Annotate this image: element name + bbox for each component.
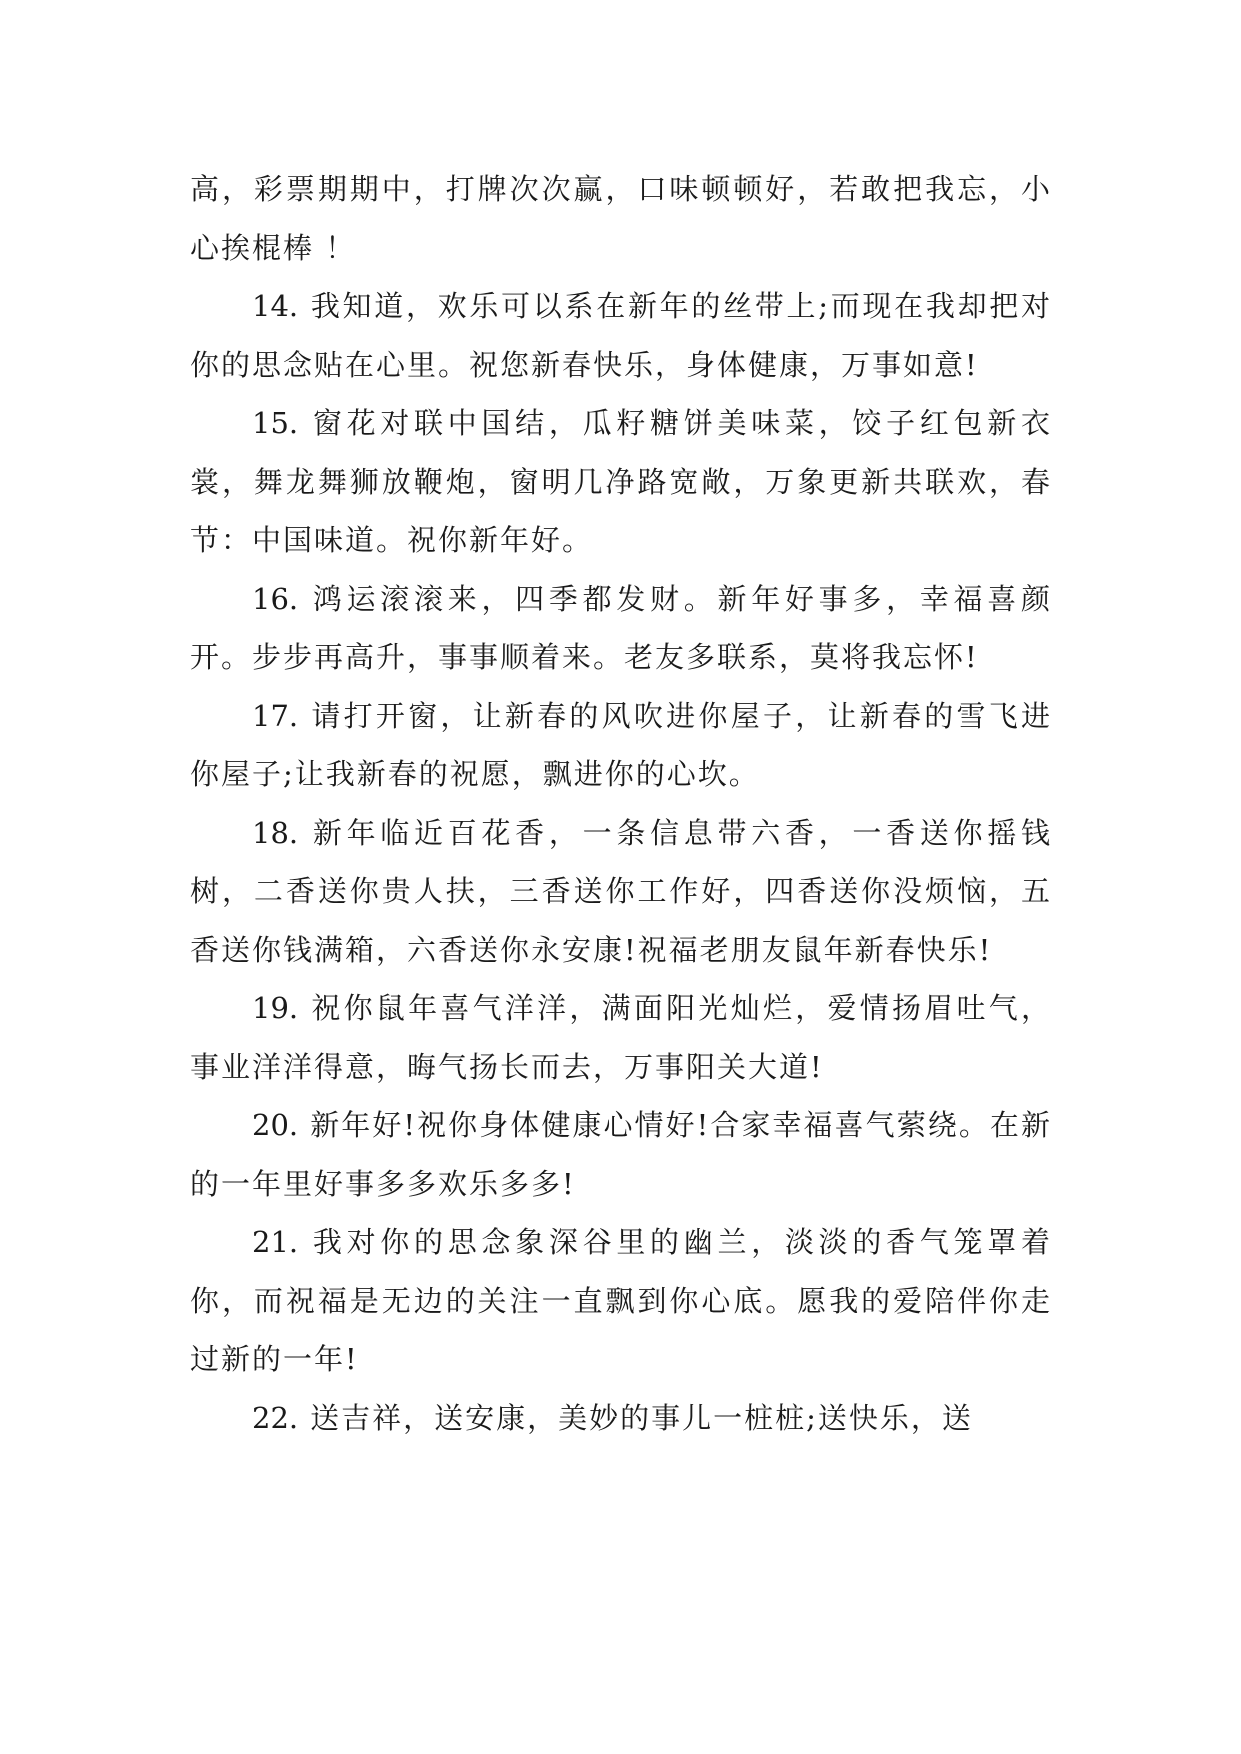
paragraph-number: 18. <box>252 815 299 850</box>
paragraph-16 <box>190 570 1052 687</box>
paragraph-18 <box>190 804 1052 980</box>
paragraph-text: 窗花对联中国结，瓜籽糖饼美味菜，饺子红包新衣裳，舞龙舞狮放鞭炮，窗明几净路宽敞，万象更新共联欢，春节：中国味道。祝你新年好。 <box>190 406 1052 557</box>
paragraph-number: 22. <box>252 1400 299 1435</box>
paragraph-text: 我对你的思念象深谷里的幽兰，淡淡的香气笼罩着你，而祝福是无边的关注一直飘到你心底。愿我的爱陪伴你走过新的一年! <box>190 1225 1052 1376</box>
paragraph-number: 15. <box>252 406 299 440</box>
paragraph-text: 新年好!祝你身体健康心情好!合家幸福喜气萦绕。在新的一年里好事多多欢乐多多! <box>190 1108 1052 1201</box>
paragraph-number: 17. <box>252 698 299 733</box>
paragraph-14 <box>190 277 1052 394</box>
paragraph-number: 19. <box>252 991 299 1025</box>
paragraph-continuation <box>190 160 1052 277</box>
paragraph-number: 16. <box>252 581 299 616</box>
document-body <box>190 160 1052 1447</box>
paragraph-21 <box>190 1213 1052 1389</box>
paragraph-number: 21. <box>252 1225 299 1259</box>
paragraph-text: 我知道，欢乐可以系在新年的丝带上;而现在我却把对你的思念贴在心里。祝您新春快乐，身体健康，万事如意! <box>190 289 1052 382</box>
paragraph-text: 高，彩票期期中，打牌次次赢，口味顿顿好，若敢把我忘，小心挨棍棒 ！ <box>190 172 1052 265</box>
paragraph-17 <box>190 687 1052 804</box>
paragraph-text: 请打开窗，让新春的风吹进你屋子，让新春的雪飞进你屋子;让我新春的祝愿，飘进你的心坎。 <box>190 698 1052 791</box>
paragraph-22 <box>190 1389 1052 1448</box>
paragraph-text: 送吉祥，送安康，美妙的事儿一桩桩;送快乐，送 <box>310 1400 973 1435</box>
paragraph-text: 鸿运滚滚来，四季都发财。新年好事多，幸福喜颜开。步步再高升，事事顺着来。老友多联系，莫将我忘怀! <box>190 581 1052 674</box>
paragraph-text: 新年临近百花香，一条信息带六香，一香送你摇钱树，二香送你贵人扶，三香送你工作好，四香送你没烦恼，五香送你钱满箱，六香送你永安康!祝福老朋友鼠年新春快乐! <box>190 815 1052 967</box>
paragraph-19 <box>190 979 1052 1096</box>
paragraph-20 <box>190 1096 1052 1213</box>
paragraph-text: 祝你鼠年喜气洋洋，满面阳光灿烂，爱情扬眉吐气，事业洋洋得意，晦气扬长而去，万事阳关大道! <box>190 991 1052 1084</box>
paragraph-number: 20. <box>252 1108 299 1142</box>
paragraph-number: 14. <box>252 289 299 323</box>
paragraph-15 <box>190 394 1052 570</box>
